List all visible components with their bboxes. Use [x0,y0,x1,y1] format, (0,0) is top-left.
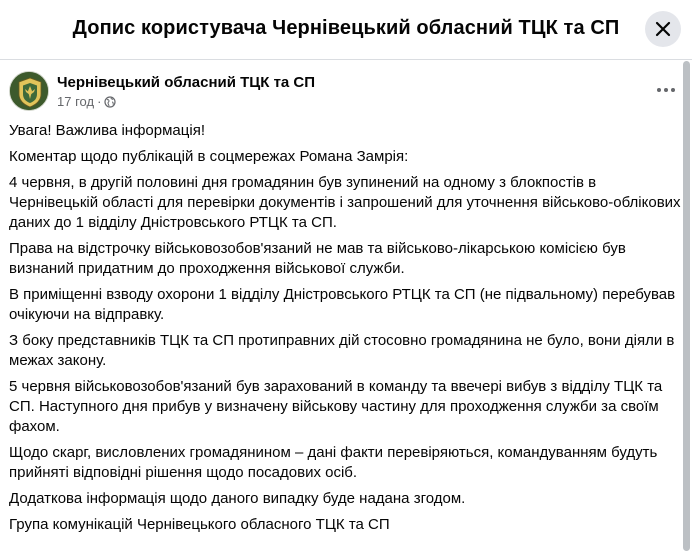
scrollbar[interactable] [683,61,690,551]
post-paragraph: Група комунікацій Чернівецького обласного ТЦК та СП [9,516,390,533]
dialog-header [0,0,692,60]
post-paragraph: Щодо скарг, висловлених громадянином – дані факти перевіряються, командуванням будуть прийняті відповідні рішення щодо посадових осіб. [9,444,658,481]
author-name[interactable]: Чернівецький обласний ТЦК та СП [57,74,316,91]
close-icon [655,21,671,37]
post-paragraph: З боку представників ТЦК та СП протиправних дій стосовно громадянина не було, вони діяли в межах закону. [9,332,675,369]
post-header [0,60,680,115]
more-icon [656,87,676,93]
separator-dot: · [97,94,102,109]
post-meta [57,94,116,109]
post-paragraph: Коментар щодо публікацій в соцмережах Романа Замрія: [9,148,409,165]
dialog-title: Допис користувача Чернівецький обласний ТЦК та СП [72,17,620,39]
avatar[interactable] [9,71,49,111]
more-options-button[interactable] [648,78,684,102]
post-paragraph: Увага! Важлива інформація! [9,122,205,139]
post-paragraph: 5 червня військовозобов'язаний був зарахований в команду та ввечері вибув з відділу ТЦК та СП. Наступного дня прибув у визначену військову частину для проходження служби за своїм фахом. [9,378,663,435]
post-paragraph: В приміщенні взводу охорони 1 відділу Дністровського РТЦК та СП (не підвальному) перебував очікуючи на відправку. [9,286,676,323]
post-paragraph: 4 червня, в другій половині дня громадянин був зупинений на одному з блокпостів в Чернівецькій області для перевірки документів і запрошений для уточнення військово-облікових даних до 1 відділу Дністровського РТЦК та СП. [9,174,681,231]
post-paragraph: Додаткова інформація щодо даного випадку буде надана згодом. [9,490,466,507]
emblem-icon [10,72,49,111]
close-button[interactable] [645,11,681,47]
globe-icon [104,96,116,108]
post-time[interactable]: 17 год [57,94,95,109]
post-paragraph: Права на відстрочку військовозобов'язаний не мав та військово-лікарською комісією був визнаний придатним до проходження військової служби. [9,240,626,277]
post-body [9,121,689,541]
